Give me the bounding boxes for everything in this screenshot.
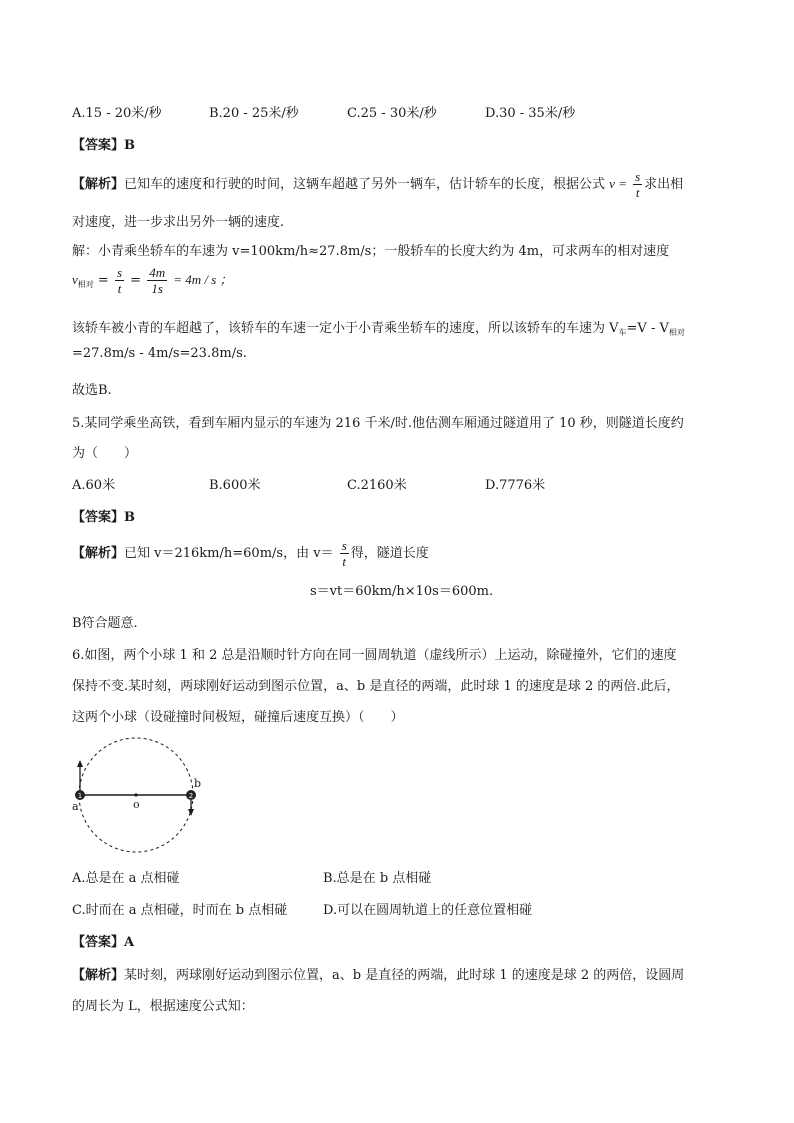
q4-rel-frac1 [115, 266, 124, 295]
q4-solution-line3-text: 该轿车被小青的车超越了，该轿车的车速一定小于小青乘坐轿车的速度，所以该轿车的车速为 V [72, 321, 619, 336]
q4-solution-line1: 解：小青乘坐轿车的车速为 v=100km/h≈27.8m/s；一般轿车的长度大约为 4m，可求两车的相对速度 [72, 244, 670, 259]
q4-answer: 【答案】B [72, 138, 135, 153]
q4-analysis-text-b: 求出相 [644, 177, 684, 192]
q4-relative-velocity-formula [72, 266, 233, 295]
q5-option-c: C.2160米 [347, 478, 407, 493]
q4-rel-v: v [72, 272, 78, 287]
q6-center-dot [134, 793, 137, 796]
q5-option-d: D.7776米 [485, 478, 546, 493]
q5-analysis-tag: 【解析】 [72, 546, 125, 561]
q4-frac-num: s [635, 169, 641, 184]
q6-stem-line2: 保持不变.某时刻，两球刚好运动到图示位置，a、b 是直径的两端，此时球 1 的速度是球 2 的两倍.此后， [72, 679, 680, 694]
q4-solution-line3-mid: =V - V [626, 321, 669, 336]
q6-option-a: A.总是在 a 点相碰 [72, 871, 180, 886]
q4-solution-line3 [72, 317, 685, 338]
q6-point-b-label: b [194, 777, 202, 790]
q6-analysis-line2: 的周长为 L，根据速度公式知： [72, 999, 254, 1014]
q6-analysis-line1 [72, 964, 684, 983]
q4-rel-frac2-num: 4m [149, 265, 166, 280]
q4-rel-eq2: = [130, 273, 142, 288]
q5-analysis-text-a: 已知 v＝216km/h=60m/s，由 v＝ [124, 546, 334, 561]
q5-stem-line1: 5.某同学乘坐高铁，看到车厢内显示的车速为 216 千米/时.他估测车厢通过隧道用了 10 秒，则隧道长度约 [72, 416, 684, 431]
q5-answer: 【答案】B [72, 510, 135, 525]
q4-option-b: B.20 - 25米/秒 [209, 106, 299, 121]
q6-ball2-label: 2 [188, 792, 194, 800]
q4-analysis-line2: 对速度，进一步求出另外一辆的速度. [72, 215, 285, 230]
q5-frac-num: s [341, 538, 347, 553]
q5-frac-den: t [342, 554, 347, 569]
q5-stem-line2: 为（ ） [72, 446, 138, 461]
q4-rel-frac2 [147, 266, 167, 295]
q6-point-a-label: a [72, 800, 79, 813]
q5-option-a: A.60米 [72, 478, 116, 493]
q4-rel-result: = 4m / s ； [173, 272, 233, 287]
q6-analysis-text: 某时刻，两球刚好运动到图示位置，a、b 是直径的两端，此时球 1 的速度是球 2 的两倍，设圆周 [124, 968, 685, 983]
q4-conclusion: 故选B. [72, 383, 112, 398]
q4-option-d: D.30 - 35米/秒 [485, 106, 576, 121]
q5-analysis-text-b: 得，隧道长度 [350, 546, 429, 561]
q6-stem-line3: 这两个小球（设碰撞时间极短，碰撞后速度互换）（ ） [72, 710, 404, 725]
q5-conclusion: B符合题意. [72, 616, 138, 631]
q4-formula-fraction [633, 170, 642, 199]
q4-analysis-tag: 【解析】 [72, 177, 125, 192]
q6-option-b: B.总是在 b 点相碰 [323, 871, 432, 886]
q4-frac-den: t [635, 185, 640, 200]
q4-rel-eq1: = [97, 273, 109, 288]
q4-rel-frac1-num: s [116, 265, 123, 280]
q4-rel-v-sub: 相对 [77, 280, 94, 289]
q6-option-c: C.时而在 a 点相碰，时而在 b 点相碰 [72, 903, 288, 918]
q6-stem-line1: 6.如图，两个小球 1 和 2 总是沿顺时针方向在同一圆周轨道（虚线所示）上运动，除碰撞外，它们的速度 [72, 648, 677, 663]
q5-formula-fraction [340, 539, 349, 568]
q6-ball1-arrowhead [77, 760, 83, 767]
q4-formula-v: v = [609, 176, 627, 191]
q6-center-label: o [133, 798, 140, 811]
q4-analysis-text-a: 已知车的速度和行驶的时间，这辆车超越了另外一辆车，估计轿车的长度，根据公式 [124, 177, 606, 192]
q6-analysis-tag: 【解析】 [72, 968, 125, 983]
q6-option-d: D.可以在圆周轨道上的任意位置相碰 [323, 903, 533, 918]
q5-analysis-line1 [72, 539, 429, 568]
q5-option-b: B.600米 [209, 478, 261, 493]
q4-option-c: C.25 - 30米/秒 [347, 106, 437, 121]
q6-circle-figure [64, 732, 214, 862]
q5-formula-line: s＝vt＝60km/h×10s＝600m. [310, 584, 494, 599]
q6-answer: 【答案】A [72, 935, 135, 950]
q4-rel-frac2-den: 1s [151, 281, 163, 296]
q4-rel-frac1-den: t [117, 281, 122, 296]
q4-analysis-line1 [72, 170, 683, 199]
q4-option-a: A.15 - 20米/秒 [72, 106, 162, 121]
q4-sub-xiangdui: 相对 [668, 328, 685, 337]
q4-solution-line4: =27.8m/s - 4m/s=23.8m/s. [72, 346, 247, 361]
q4-sub-che: 车 [618, 328, 627, 337]
q6-ball1-label: 1 [77, 792, 83, 800]
